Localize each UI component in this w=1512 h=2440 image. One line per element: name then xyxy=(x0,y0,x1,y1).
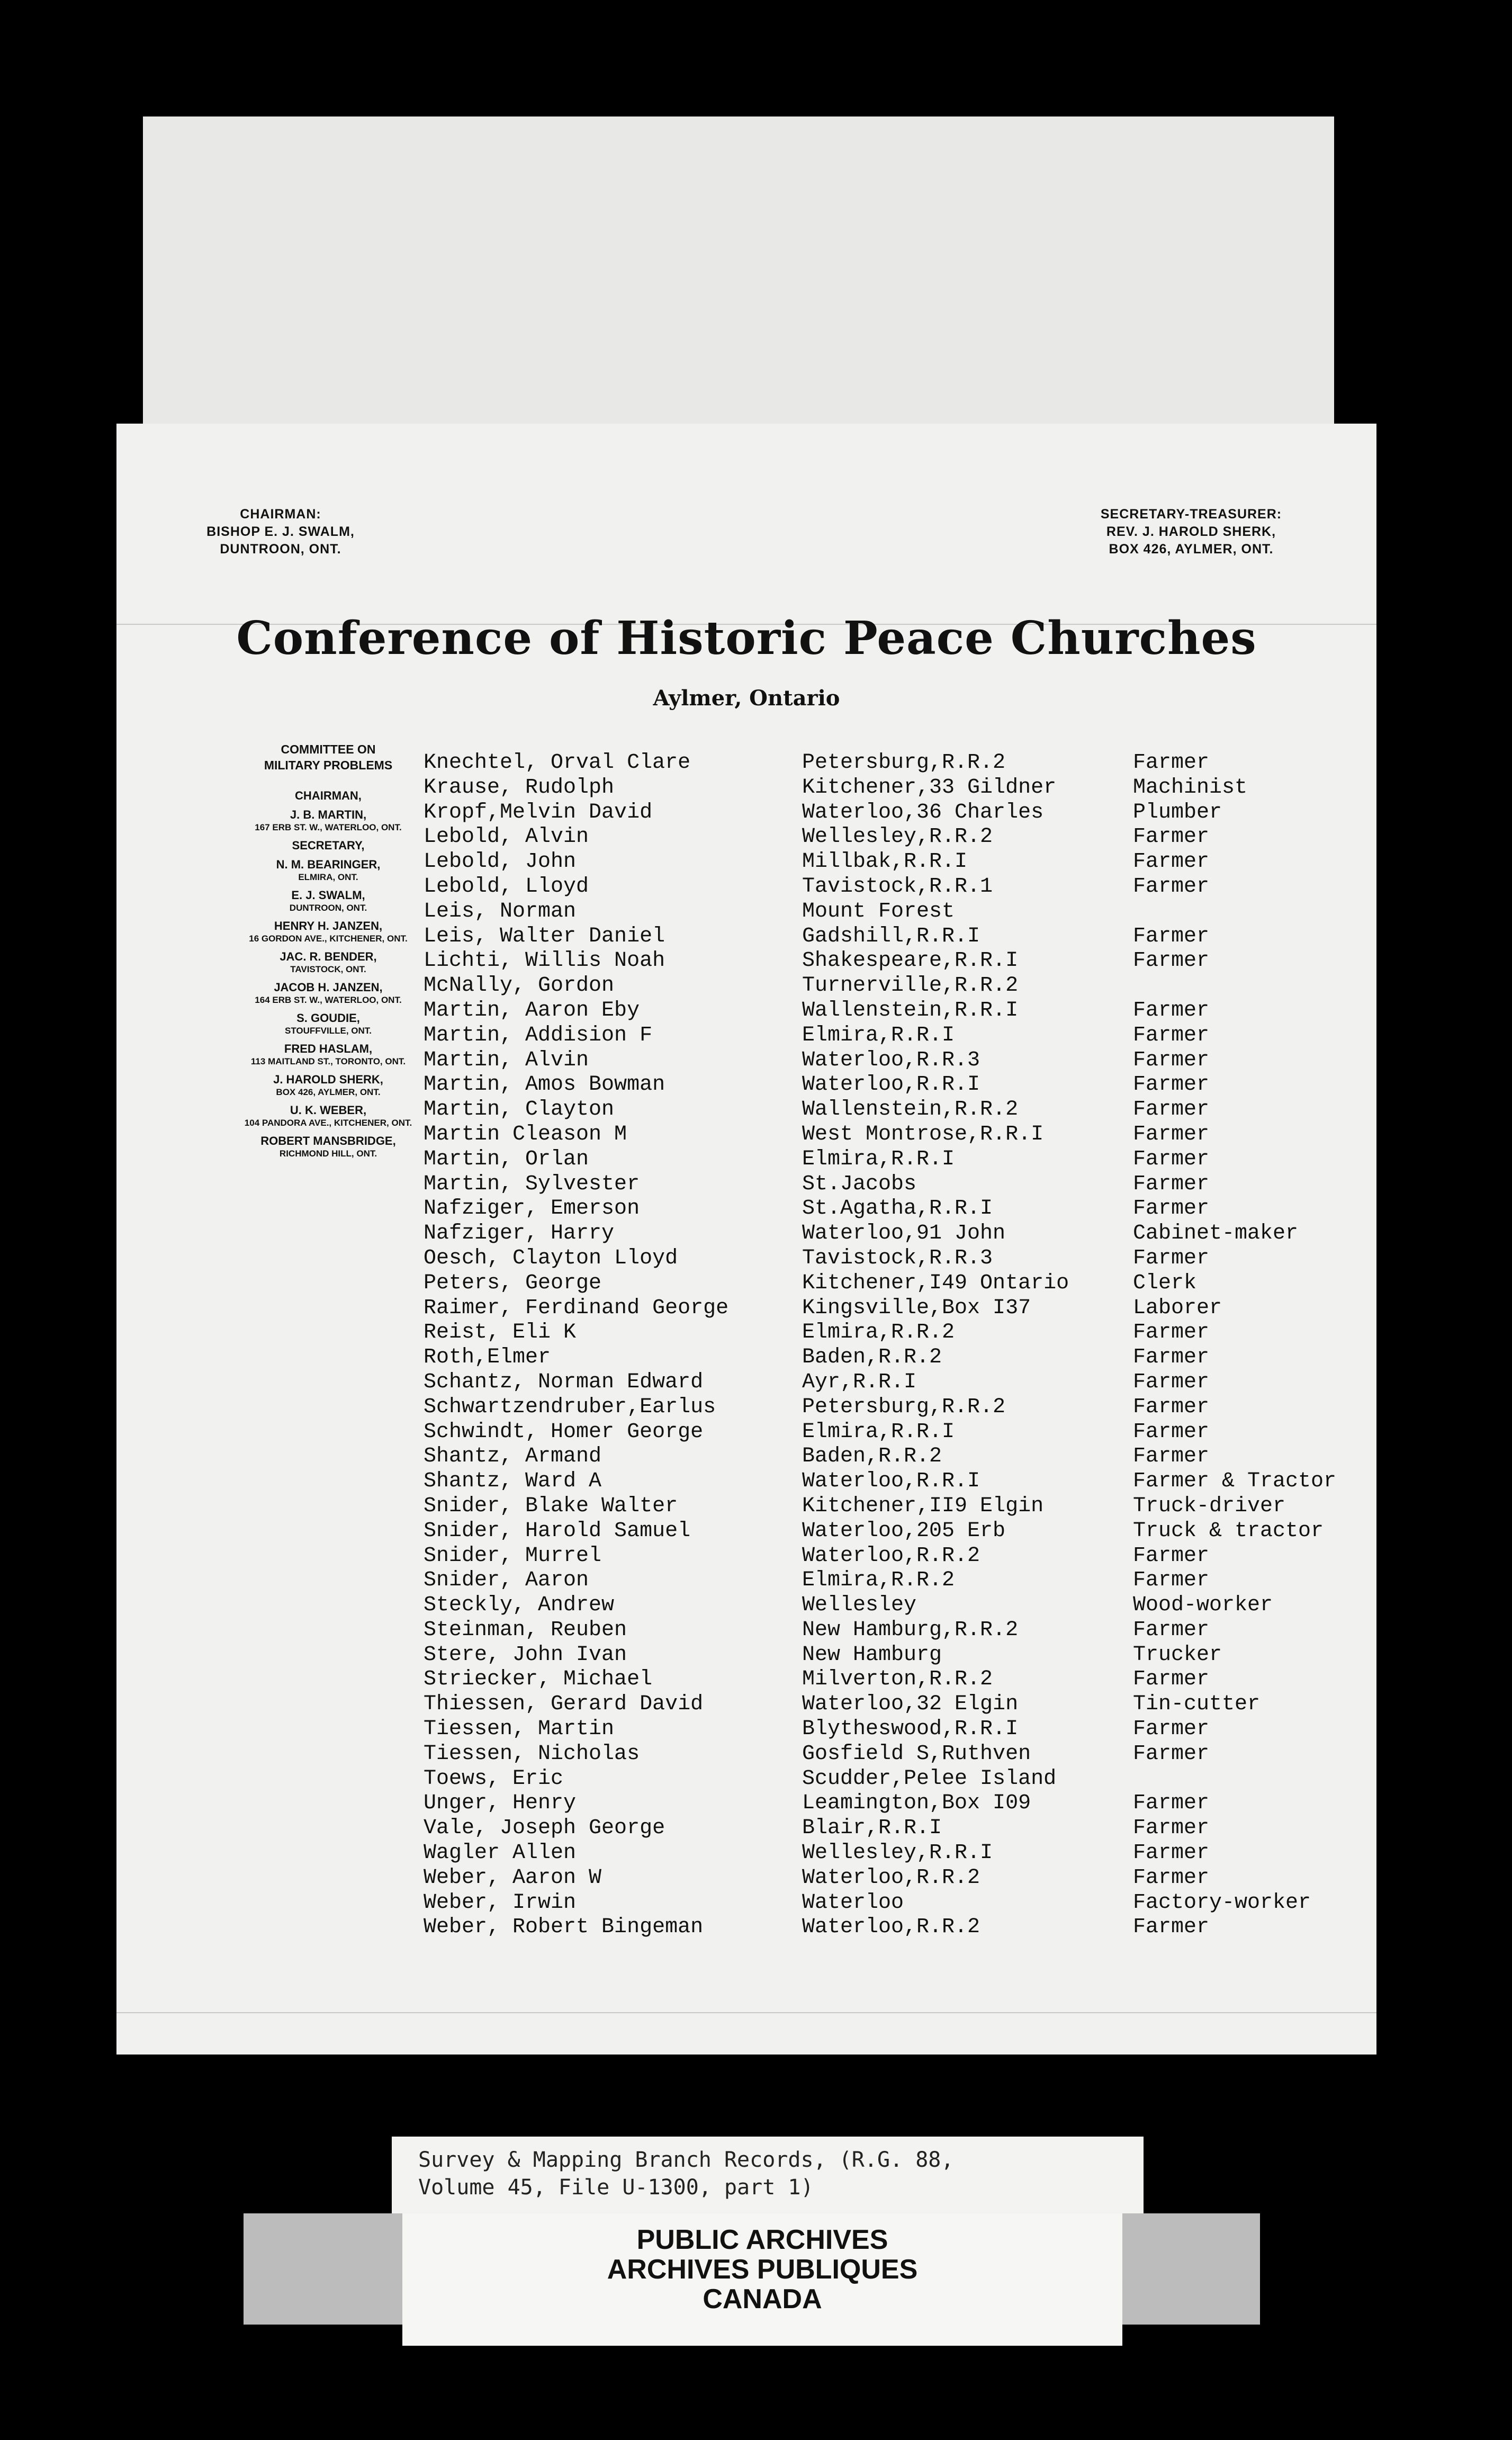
roster-occupation: Farmer xyxy=(1133,1122,1210,1146)
roster-occupation: Farmer xyxy=(1133,1197,1210,1221)
roster-occupation: Farmer xyxy=(1133,1618,1210,1642)
roster-occupation: Farmer xyxy=(1133,998,1210,1022)
roster-row xyxy=(424,1469,1376,1494)
roster-row xyxy=(424,1791,1376,1816)
page-subtitle: Aylmer, Ontario xyxy=(653,686,840,711)
committee-heading-line: COMMITTEE ON xyxy=(281,742,376,756)
committee-member-address: RICHMOND HILL, ONT. xyxy=(279,1149,377,1159)
roster-row xyxy=(424,1544,1376,1569)
roster-occupation: Machinist xyxy=(1133,775,1248,800)
roster-name: Martin Cleason M xyxy=(424,1122,627,1146)
archive-reference-line: Volume 45, File U-1300, part 1) xyxy=(418,2175,814,2200)
committee-member-name: J. HAROLD SHERK, xyxy=(273,1073,383,1086)
committee-member-address: 113 MAITLAND ST., TORONTO, ONT. xyxy=(250,1056,406,1066)
roster-occupation: Farmer xyxy=(1133,1098,1210,1122)
roster-name: Lebold, Alvin xyxy=(424,825,589,849)
roster-row xyxy=(424,1915,1376,1940)
roster-row xyxy=(424,949,1376,974)
roster-row xyxy=(424,1891,1376,1916)
roster-address: Petersburg,R.R.2 xyxy=(802,751,1006,775)
committee-heading-line: MILITARY PROBLEMS xyxy=(264,758,393,772)
roster-row xyxy=(424,1593,1376,1618)
committee-member-name: S. GOUDIE, xyxy=(296,1011,360,1025)
roster-row xyxy=(424,1395,1376,1420)
roster-name: Lichti, Willis Noah xyxy=(424,949,665,973)
roster-name: Leis, Walter Daniel xyxy=(424,924,665,948)
roster-occupation: Wood-worker xyxy=(1133,1593,1273,1618)
roster-row xyxy=(424,1667,1376,1692)
committee-member-name: HENRY H. JANZEN, xyxy=(274,919,383,932)
roster-row xyxy=(424,1024,1376,1048)
roster-address: Kitchener,II9 Elgin xyxy=(802,1494,1044,1518)
archive-reference-label xyxy=(392,2137,1144,2216)
roster-address: Leamington,Box I09 xyxy=(802,1791,1031,1816)
roster-row xyxy=(424,1197,1376,1222)
letterhead-secretary xyxy=(1069,506,1313,558)
roster-occupation: Farmer xyxy=(1133,1841,1210,1865)
roster-name: Vale, Joseph George xyxy=(424,1816,665,1841)
roster-name: Snider, Harold Samuel xyxy=(424,1519,691,1543)
roster-occupation: Farmer xyxy=(1133,1791,1210,1816)
roster-row xyxy=(424,1568,1376,1593)
roster-address: Blair,R.R.I xyxy=(802,1816,942,1841)
archive-stamp-line: PUBLIC ARCHIVES xyxy=(636,2224,888,2255)
archive-stamp xyxy=(402,2213,1122,2346)
archive-reference-text xyxy=(418,2146,1128,2201)
roster-name: Martin, Addision F xyxy=(424,1023,653,1047)
roster-name: Shantz, Ward A xyxy=(424,1469,602,1494)
roster-occupation: Farmer xyxy=(1133,1048,1210,1072)
roster-address: Wallenstein,R.R.I xyxy=(802,998,1019,1022)
roster-address: Kitchener,33 Gildner xyxy=(802,775,1057,800)
roster-name: Weber, Aaron W xyxy=(424,1865,602,1890)
roster-name: Schwindt, Homer George xyxy=(424,1420,704,1444)
roster-occupation: Farmer xyxy=(1133,1544,1210,1568)
roster-address: Waterloo,R.R.2 xyxy=(802,1544,980,1568)
roster-occupation: Laborer xyxy=(1133,1296,1222,1320)
roster-name: Peters, George xyxy=(424,1271,602,1295)
roster-row xyxy=(424,1321,1376,1345)
roster-row xyxy=(424,1048,1376,1073)
roster-name: Tiessen, Martin xyxy=(424,1717,615,1742)
letter-page xyxy=(116,424,1376,2055)
roster-occupation: Truck-driver xyxy=(1133,1494,1286,1518)
roster-occupation: Farmer xyxy=(1133,825,1210,849)
roster-name: Tiessen, Nicholas xyxy=(424,1742,640,1766)
roster-address: Waterloo,R.R.2 xyxy=(802,1915,980,1940)
roster-row xyxy=(424,1296,1376,1321)
roster-address: Mount Forest xyxy=(802,899,955,923)
archive-stamp-line: ARCHIVES PUBLIQUES xyxy=(607,2254,918,2285)
roster-occupation: Clerk xyxy=(1133,1271,1197,1295)
roster-name: Weber, Robert Bingeman xyxy=(424,1915,704,1940)
roster-address: Tavistock,R.R.3 xyxy=(802,1246,993,1270)
committee-member-address: 104 PANDORA AVE., KITCHENER, ONT. xyxy=(244,1118,412,1128)
roster-address: Gosfield S,Ruthven xyxy=(802,1742,1031,1766)
roster-address: Elmira,R.R.I xyxy=(802,1023,955,1047)
roster-row xyxy=(424,900,1376,925)
roster-name: Reist, Eli K xyxy=(424,1321,577,1345)
committee-member-name: N. M. BEARINGER, xyxy=(276,858,381,871)
roster-name: Steckly, Andrew xyxy=(424,1593,615,1618)
committee-member-name: JAC. R. BENDER, xyxy=(280,950,377,963)
roster-occupation: Farmer xyxy=(1133,1420,1210,1444)
roster-occupation: Farmer xyxy=(1133,1742,1210,1766)
roster-address: Gadshill,R.R.I xyxy=(802,924,980,948)
chairman-name: BISHOP E. J. SWALM, xyxy=(206,524,355,539)
roster-row xyxy=(424,1246,1376,1271)
roster-name: Shantz, Armand xyxy=(424,1445,602,1469)
roster-address: Waterloo,R.R.3 xyxy=(802,1048,980,1072)
roster-row xyxy=(424,1172,1376,1197)
roster-name: Raimer, Ferdinand George xyxy=(424,1296,729,1320)
roster-occupation: Farmer xyxy=(1133,1370,1210,1394)
roster-address: Elmira,R.R.2 xyxy=(802,1321,955,1345)
committee-member-name: U. K. WEBER, xyxy=(290,1104,367,1117)
roster-address: Waterloo xyxy=(802,1890,904,1915)
roster-name: Martin, Amos Bowman xyxy=(424,1073,665,1097)
roster-address: New Hamburg,R.R.2 xyxy=(802,1618,1019,1642)
roster-occupation: Farmer xyxy=(1133,874,1210,899)
roster-address: Baden,R.R.2 xyxy=(802,1345,942,1370)
roster-name: Schwartzendruber,Earlus xyxy=(424,1395,716,1419)
roster-name: Stere, John Ivan xyxy=(424,1643,627,1667)
roster-name: Striecker, Michael xyxy=(424,1667,653,1692)
roster-row xyxy=(424,1098,1376,1123)
roster-name: Leis, Norman xyxy=(424,899,577,923)
roster-address: Scudder,Pelee Island xyxy=(802,1766,1057,1791)
roster-name: Wagler Allen xyxy=(424,1841,577,1865)
roster-address: Kitchener,I49 Ontario xyxy=(802,1271,1069,1295)
roster-row xyxy=(424,850,1376,875)
roster-row xyxy=(424,1767,1376,1792)
roster-address: Wellesley,R.R.2 xyxy=(802,825,993,849)
roster-address: Wellesley xyxy=(802,1593,917,1618)
committee-member-name: E. J. SWALM, xyxy=(291,889,365,902)
roster-name: Oesch, Clayton Lloyd xyxy=(424,1246,678,1270)
roster-occupation: Farmer xyxy=(1133,1816,1210,1841)
roster-row xyxy=(424,1345,1376,1370)
roster-row xyxy=(424,999,1376,1024)
roster-row xyxy=(424,925,1376,949)
roster-address: Tavistock,R.R.1 xyxy=(802,874,993,899)
chairman-place: DUNTROON, ONT. xyxy=(220,542,341,557)
roster-row xyxy=(424,1445,1376,1469)
roster-occupation: Farmer xyxy=(1133,1321,1210,1345)
roster-row xyxy=(424,1519,1376,1544)
roster-name: Roth,Elmer xyxy=(424,1345,551,1370)
roster-name: Snider, Blake Walter xyxy=(424,1494,678,1518)
roster-address: Elmira,R.R.I xyxy=(802,1147,955,1171)
roster-name: Lebold, John xyxy=(424,850,577,874)
roster-row xyxy=(424,1147,1376,1172)
roster-address: Turnerville,R.R.2 xyxy=(802,974,1019,998)
committee-member-address: 167 ERB ST. W., WATERLOO, ONT. xyxy=(255,822,402,832)
roster-row xyxy=(424,1123,1376,1147)
roster-name: Martin, Clayton xyxy=(424,1098,615,1122)
committee-member-address: BOX 426, AYLMER, ONT. xyxy=(276,1087,381,1097)
ruled-line xyxy=(116,2012,1376,2013)
roster-occupation: Truck & tractor xyxy=(1133,1519,1324,1543)
roster-address: Millbak,R.R.I xyxy=(802,850,968,874)
roster-row xyxy=(424,1494,1376,1519)
roster-occupation: Farmer xyxy=(1133,751,1210,775)
secretary-place: BOX 426, AYLMER, ONT. xyxy=(1109,542,1274,557)
roster-row xyxy=(424,776,1376,801)
roster-name: Kropf,Melvin David xyxy=(424,800,653,824)
roster-row xyxy=(424,1271,1376,1296)
roster-name: Toews, Eric xyxy=(424,1766,564,1791)
roster-address: St.Agatha,R.R.I xyxy=(802,1197,993,1221)
roster-row xyxy=(424,1420,1376,1445)
roster-row xyxy=(424,1222,1376,1246)
roster-occupation: Farmer xyxy=(1133,1865,1210,1890)
roster-name: Martin, Alvin xyxy=(424,1048,589,1072)
roster-row xyxy=(424,1717,1376,1742)
roster-row xyxy=(424,1370,1376,1395)
committee-member-name: SECRETARY, xyxy=(292,839,365,852)
page-title: Conference of Historic Peace Churches xyxy=(236,612,1257,665)
roster-occupation: Farmer xyxy=(1133,1147,1210,1171)
roster-address: Kingsville,Box I37 xyxy=(802,1296,1031,1320)
committee-member-address: STOUFFVILLE, ONT. xyxy=(284,1026,372,1036)
roster-occupation: Farmer xyxy=(1133,1172,1210,1196)
roster-name: Krause, Rudolph xyxy=(424,775,615,800)
roster-name: Schantz, Norman Edward xyxy=(424,1370,704,1394)
roster-name: Lebold, Lloyd xyxy=(424,874,589,899)
roster-row xyxy=(424,1073,1376,1098)
roster-name: Snider, Aaron xyxy=(424,1568,589,1593)
roster-name: Knechtel, Orval Clare xyxy=(424,751,691,775)
roster-address: Waterloo,R.R.I xyxy=(802,1469,980,1494)
roster-occupation: Farmer xyxy=(1133,949,1210,973)
roster-address: Wellesley,R.R.I xyxy=(802,1841,993,1865)
roster-address: St.Jacobs xyxy=(802,1172,917,1196)
committee-member-name: JACOB H. JANZEN, xyxy=(274,981,383,994)
roster-name: Unger, Henry xyxy=(424,1791,577,1816)
roster-name: Martin, Orlan xyxy=(424,1147,589,1171)
committee-member-name: J. B. MARTIN, xyxy=(290,808,367,821)
roster-occupation: Farmer xyxy=(1133,1568,1210,1593)
roster-occupation: Farmer xyxy=(1133,1395,1210,1419)
roster-row xyxy=(424,1692,1376,1717)
roster-row xyxy=(424,974,1376,999)
committee-member-address: TAVISTOCK, ONT. xyxy=(290,964,366,974)
roster-row xyxy=(424,875,1376,900)
roster-row xyxy=(424,1866,1376,1891)
roster-name: Nafziger, Harry xyxy=(424,1222,615,1246)
roster-list xyxy=(424,751,1376,1940)
roster-address: Wallenstein,R.R.2 xyxy=(802,1098,1019,1122)
roster-name: Thiessen, Gerard David xyxy=(424,1692,704,1717)
roster-occupation: Plumber xyxy=(1133,800,1222,824)
roster-occupation: Farmer xyxy=(1133,1717,1210,1742)
archive-stamp-line: CANADA xyxy=(703,2284,822,2315)
committee-member-name: FRED HASLAM, xyxy=(284,1042,373,1055)
roster-occupation: Farmer xyxy=(1133,1246,1210,1270)
roster-occupation: Farmer & Tractor xyxy=(1133,1469,1337,1494)
roster-address: Ayr,R.R.I xyxy=(802,1370,917,1394)
roster-address: New Hamburg xyxy=(802,1643,942,1667)
roster-address: Petersburg,R.R.2 xyxy=(802,1395,1006,1419)
roster-name: Snider, Murrel xyxy=(424,1544,602,1568)
roster-occupation: Tin-cutter xyxy=(1133,1692,1261,1717)
roster-occupation: Farmer xyxy=(1133,1023,1210,1047)
roster-occupation: Farmer xyxy=(1133,1915,1210,1940)
roster-address: Milverton,R.R.2 xyxy=(802,1667,993,1692)
secretary-label: SECRETARY-TREASURER: xyxy=(1100,507,1282,522)
roster-row xyxy=(424,1643,1376,1668)
roster-address: Elmira,R.R.2 xyxy=(802,1568,955,1593)
committee-member-name: CHAIRMAN, xyxy=(295,789,362,802)
roster-address: Waterloo,32 Elgin xyxy=(802,1692,1019,1717)
roster-name: Martin, Sylvester xyxy=(424,1172,640,1196)
roster-name: McNally, Gordon xyxy=(424,974,615,998)
roster-name: Steinman, Reuben xyxy=(424,1618,627,1642)
committee-member-address: ELMIRA, ONT. xyxy=(298,872,358,882)
archive-reference-line: Survey & Mapping Branch Records, (R.G. 88, xyxy=(418,2148,954,2172)
roster-name: Weber, Irwin xyxy=(424,1890,577,1915)
roster-occupation: Trucker xyxy=(1133,1643,1222,1667)
roster-name: Martin, Aaron Eby xyxy=(424,998,640,1022)
roster-address: Waterloo,91 John xyxy=(802,1222,1006,1246)
roster-occupation: Farmer xyxy=(1133,924,1210,948)
roster-row xyxy=(424,825,1376,850)
letterhead-chairman xyxy=(159,506,402,558)
roster-address: Waterloo,205 Erb xyxy=(802,1519,1006,1543)
roster-address: Shakespeare,R.R.I xyxy=(802,949,1019,973)
roster-occupation: Farmer xyxy=(1133,1667,1210,1692)
chairman-label: CHAIRMAN: xyxy=(240,507,321,522)
committee-member-address: 16 GORDON AVE., KITCHENER, ONT. xyxy=(249,934,408,944)
roster-occupation: Farmer xyxy=(1133,1073,1210,1097)
secretary-name: REV. J. HAROLD SHERK, xyxy=(1106,524,1276,539)
roster-address: West Montrose,R.R.I xyxy=(802,1122,1044,1146)
roster-name: Nafziger, Emerson xyxy=(424,1197,640,1221)
roster-occupation: Farmer xyxy=(1133,1445,1210,1469)
roster-row xyxy=(424,1816,1376,1841)
committee-member-address: 164 ERB ST. W., WATERLOO, ONT. xyxy=(255,995,402,1005)
roster-occupation: Factory-worker xyxy=(1133,1890,1311,1915)
roster-occupation: Farmer xyxy=(1133,850,1210,874)
roster-row xyxy=(424,751,1376,776)
roster-occupation: Cabinet-maker xyxy=(1133,1222,1299,1246)
roster-address: Waterloo,R.R.2 xyxy=(802,1865,980,1890)
roster-row xyxy=(424,1742,1376,1767)
roster-address: Elmira,R.R.I xyxy=(802,1420,955,1444)
roster-row xyxy=(424,1618,1376,1643)
roster-address: Baden,R.R.2 xyxy=(802,1445,942,1469)
roster-address: Waterloo,R.R.I xyxy=(802,1073,980,1097)
committee-member-address: DUNTROON, ONT. xyxy=(289,903,367,913)
roster-row xyxy=(424,801,1376,826)
roster-address: Waterloo,36 Charles xyxy=(802,800,1044,824)
roster-occupation: Farmer xyxy=(1133,1345,1210,1370)
roster-row xyxy=(424,1841,1376,1866)
roster-address: Blytheswood,R.R.I xyxy=(802,1717,1019,1742)
committee-member-name: ROBERT MANSBRIDGE, xyxy=(260,1134,396,1147)
